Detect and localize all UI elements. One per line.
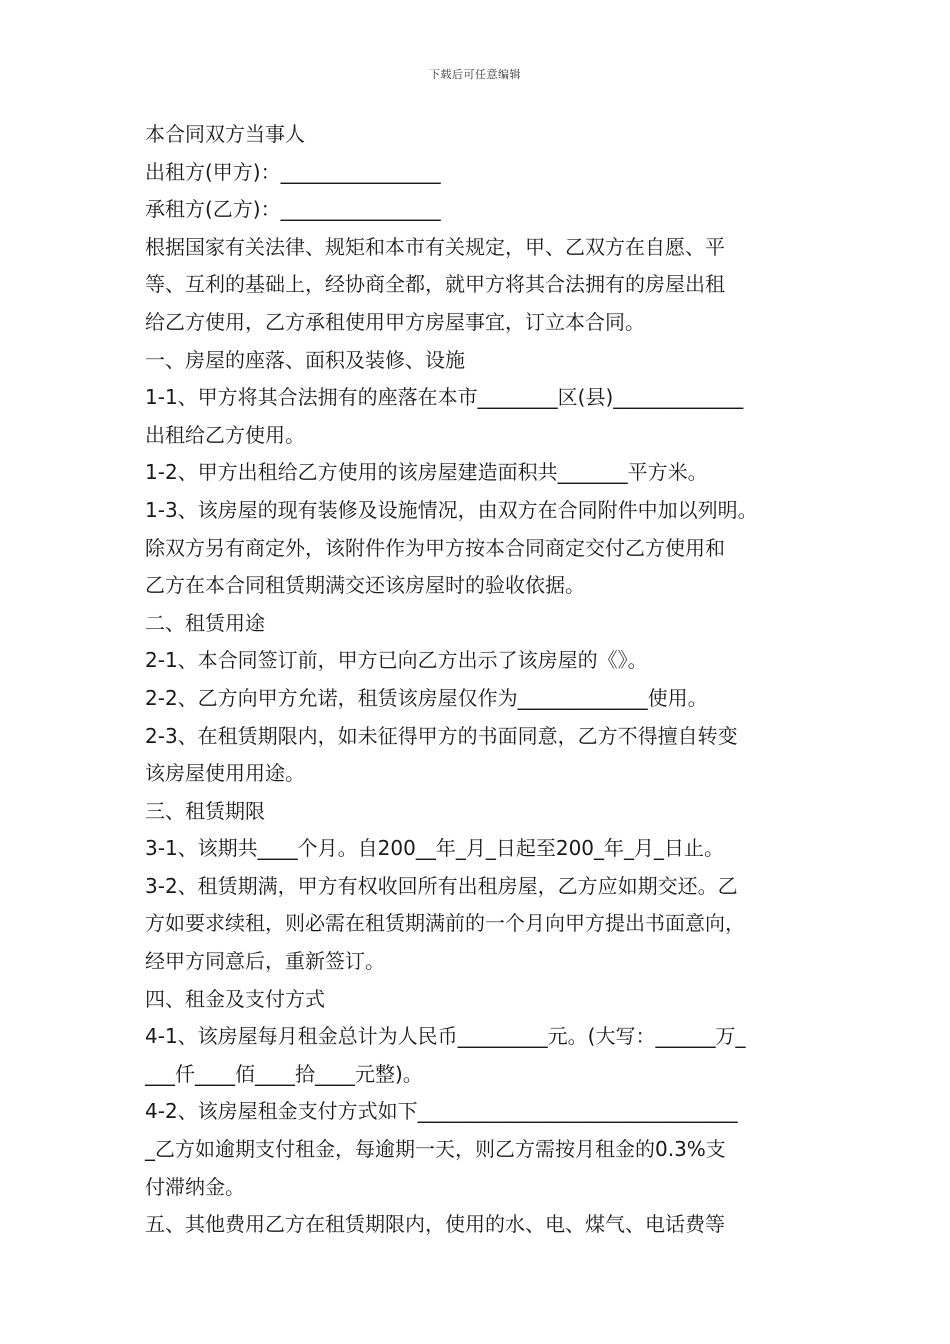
clause-1-3: 1-3、该房屋的现有装修及设施情况，由双方在合同附件中加以列明。 bbox=[145, 497, 758, 522]
clause-2-3-cont: 该房屋使用用途。 bbox=[145, 761, 305, 786]
clause-4-2-cont: _乙方如逾期支付租金，每逾期一天，则乙方需按月租金的0.3%支 bbox=[145, 1137, 726, 1162]
clause-4-2: 4-2、该房屋租金支付方式如下________________________________ bbox=[145, 1099, 738, 1124]
contract-body bbox=[145, 116, 825, 1244]
clause-4-2-cont: 付滞纳金。 bbox=[145, 1174, 245, 1199]
section-heading-2: 二、租赁用途 bbox=[145, 610, 265, 635]
clause-4-1-cont: ___仟____佰____拾____元整)。 bbox=[145, 1061, 423, 1086]
section-heading-4: 四、租金及支付方式 bbox=[145, 986, 325, 1011]
clause-4-1: 4-1、该房屋每月租金总计为人民币_________元。(大写：______万_ bbox=[145, 1024, 746, 1049]
clause-1-3-cont: 除双方另有商定外，该附件作为甲方按本合同商定交付乙方使用和 bbox=[145, 535, 725, 560]
clause-1-3-cont: 乙方在本合同租赁期满交还该房屋时的验收依据。 bbox=[145, 573, 585, 598]
clause-1-2: 1-2、甲方出租给乙方使用的该房屋建造面积共_______平方米。 bbox=[145, 460, 708, 485]
section-intro-title: 本合同双方当事人 bbox=[145, 122, 305, 146]
section-heading-3: 三、租赁期限 bbox=[145, 798, 265, 823]
clause-2-1: 2-1、本合同签订前，甲方已向乙方出示了该房屋的《》。 bbox=[145, 648, 648, 673]
clause-3-2-cont: 经甲方同意后，重新签订。 bbox=[145, 949, 385, 974]
lessor-line: 出租方(甲方)：________________ bbox=[145, 159, 441, 184]
clause-1-1-cont: 出租给乙方使用。 bbox=[145, 422, 305, 447]
section-heading-5: 五、其他费用乙方在租赁期限内，使用的水、电、煤气、电话费等 bbox=[145, 1212, 725, 1237]
clause-1-1: 1-1、甲方将其合法拥有的座落在本市________区(县)_____________ bbox=[145, 385, 744, 410]
clause-2-3: 2-3、在租赁期限内，如未征得甲方的书面同意，乙方不得擅自转变 bbox=[145, 723, 738, 748]
lessee-line: 承租方(乙方)：________________ bbox=[145, 197, 441, 222]
paragraph-line: 等、互利的基础上，经协商全都，就甲方将其合法拥有的房屋出租 bbox=[145, 272, 725, 297]
paragraph-line: 根据国家有关法律、规矩和本市有关规定，甲、乙双方在自愿、平 bbox=[145, 234, 725, 259]
clause-3-1: 3-1、该期共____个月。自200__年_月_日起至200_年_月_日止。 bbox=[145, 836, 725, 861]
clause-3-2: 3-2、租赁期满，甲方有权收回所有出租房屋，乙方应如期交还。乙 bbox=[145, 873, 738, 898]
clause-3-2-cont: 方如要求续租，则必需在租赁期满前的一个月向甲方提出书面意向， bbox=[145, 911, 745, 936]
clause-2-2: 2-2、乙方向甲方允诺，租赁该房屋仅作为_____________使用。 bbox=[145, 685, 708, 710]
section-heading-1: 一、房屋的座落、面积及装修、设施 bbox=[145, 347, 465, 372]
page-header: 下载后可任意编辑 bbox=[429, 68, 521, 81]
paragraph-line: 给乙方使用，乙方承租使用甲方房屋事宜，订立本合同。 bbox=[145, 309, 645, 334]
